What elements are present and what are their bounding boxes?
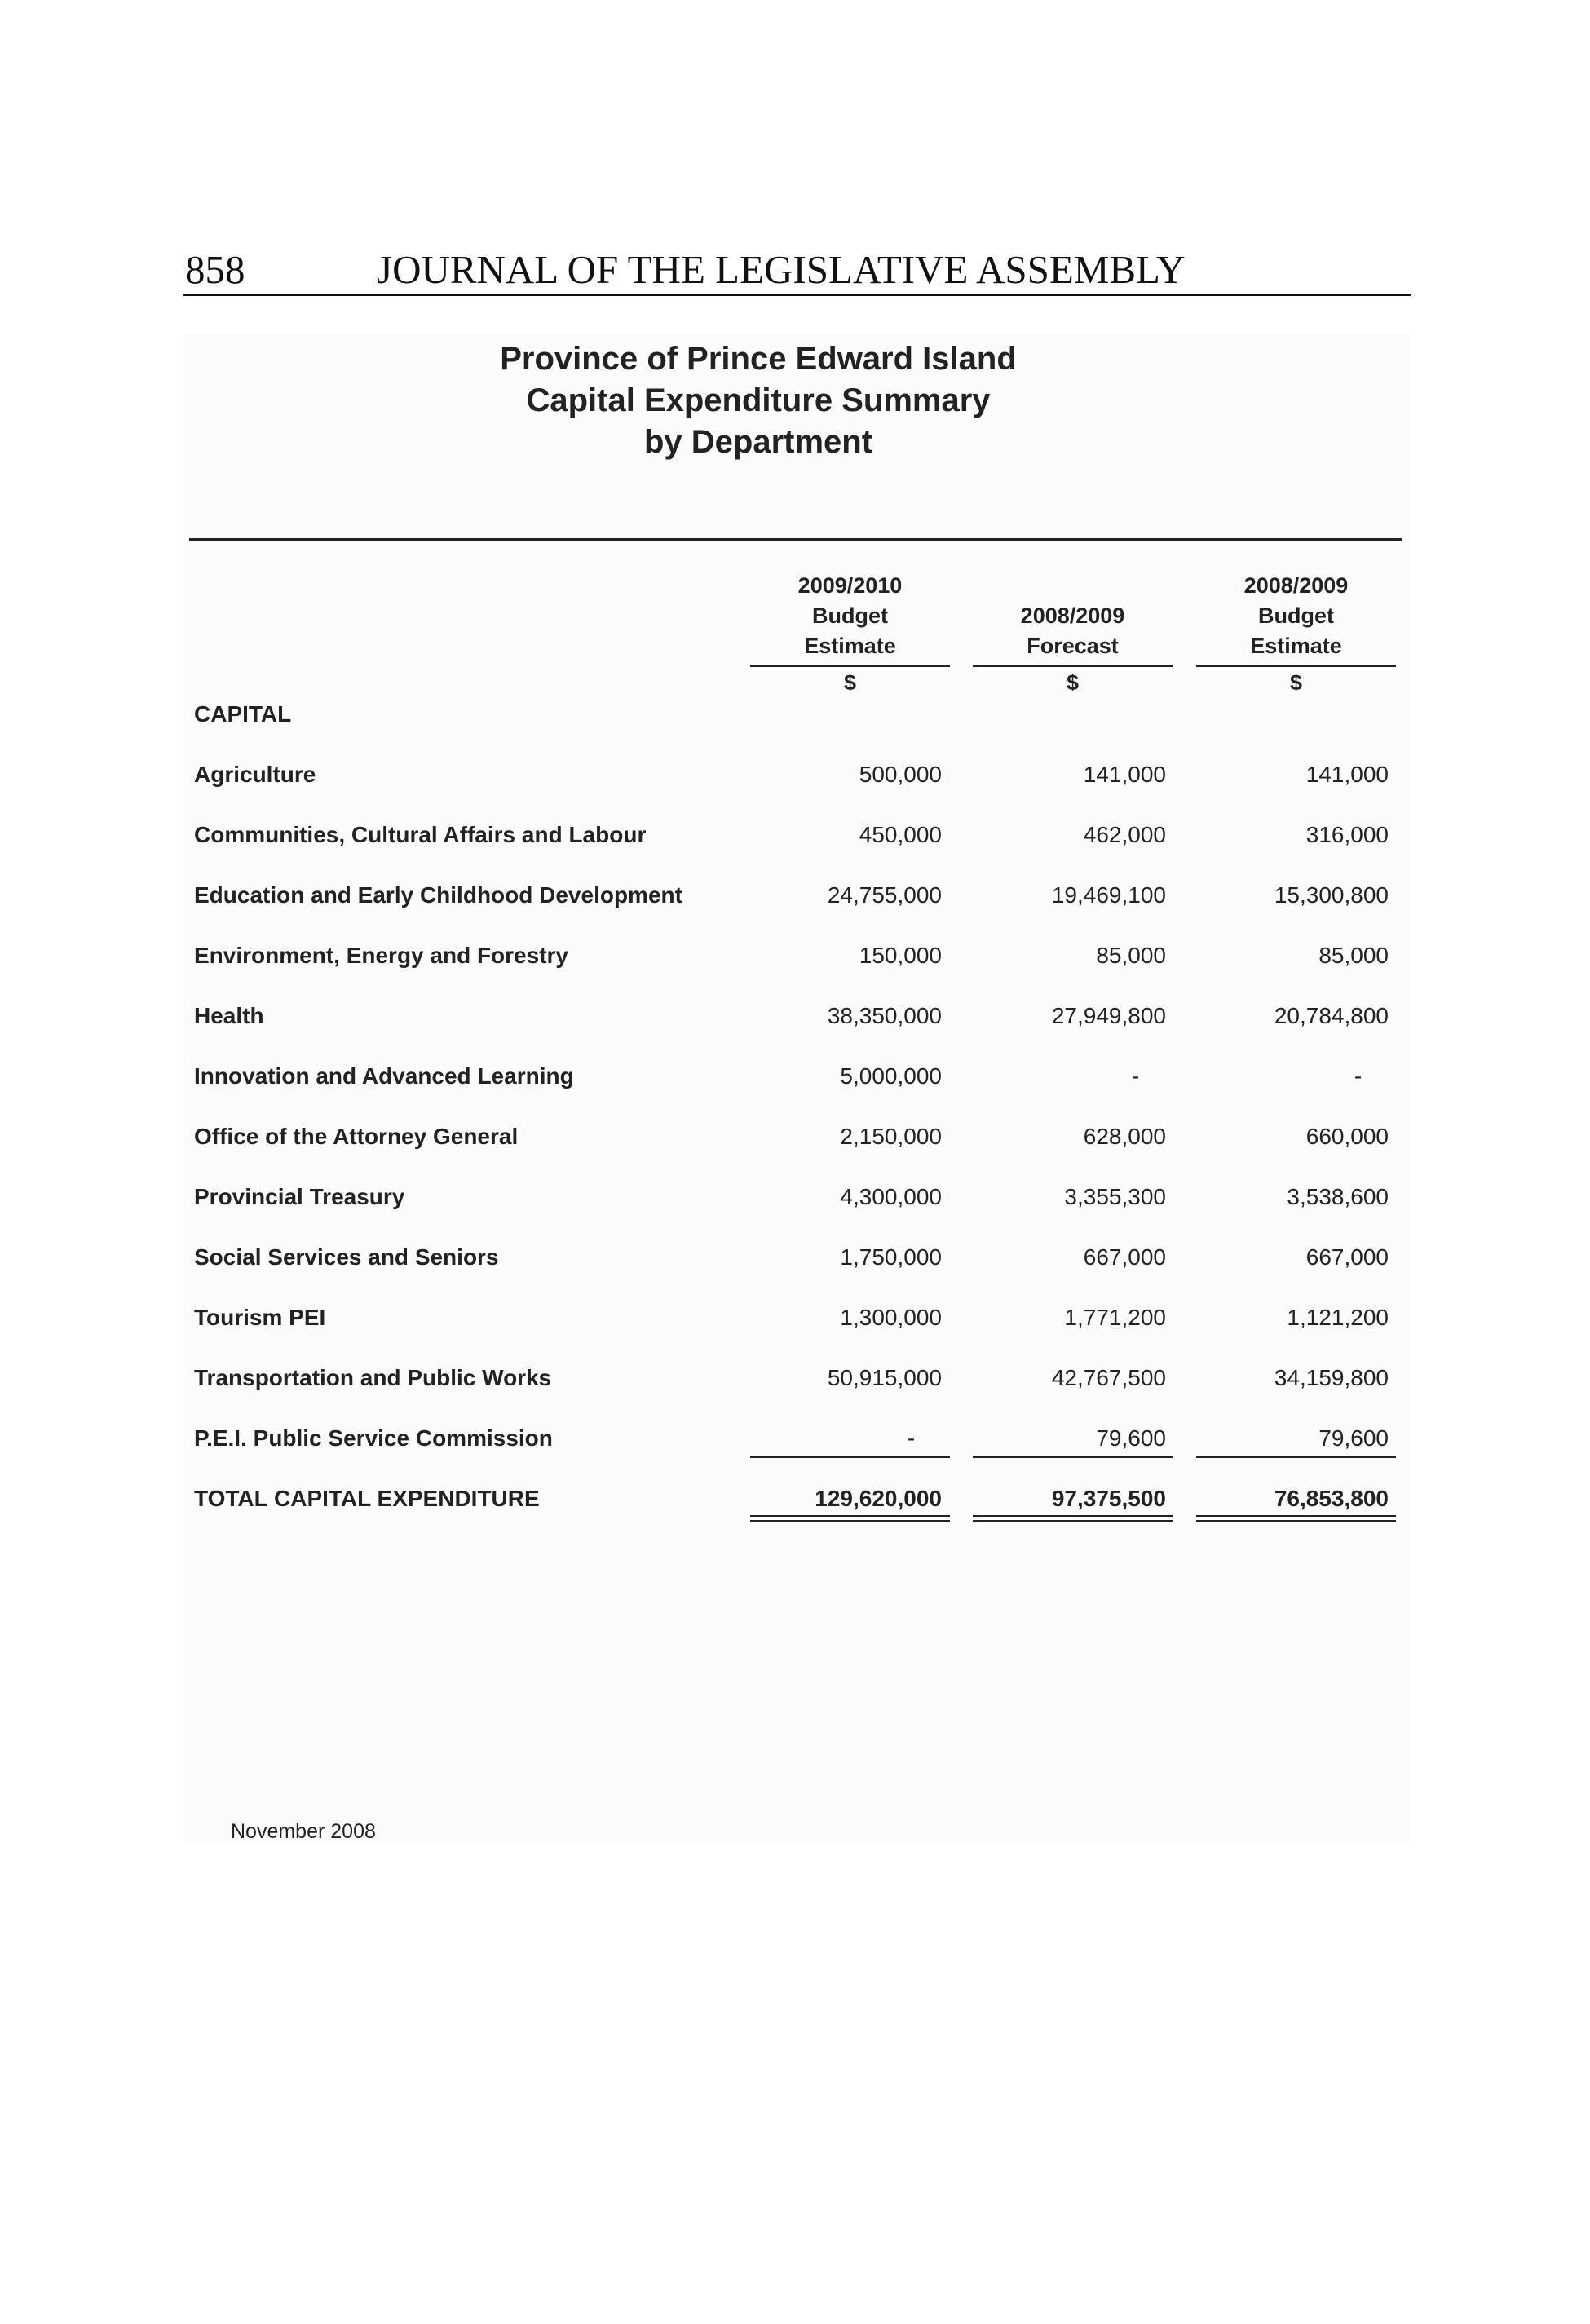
value-forecast-2008-2009: 3,355,300	[1064, 1184, 1166, 1209]
subtotal-underline	[1196, 1456, 1396, 1458]
total-forecast-2008-2009: 97,375,500	[1051, 1486, 1166, 1511]
table-row	[0, 1241, 1590, 1274]
department-name: Transportation and Public Works	[194, 1365, 552, 1390]
table-row	[0, 1301, 1590, 1334]
table-row	[0, 1362, 1590, 1394]
value-budget-2008-2009: 141,000	[1305, 762, 1389, 787]
value-budget-2009-2010: 150,000	[859, 943, 942, 968]
value-budget-2009-2010: 5,000,000	[840, 1063, 942, 1089]
table-row	[0, 819, 1590, 851]
value-budget-2009-2010: -	[907, 1425, 916, 1451]
total-double-underline	[973, 1515, 1173, 1522]
value-budget-2008-2009: 660,000	[1305, 1124, 1389, 1149]
document-title	[183, 338, 1411, 463]
value-forecast-2008-2009: 19,469,100	[1051, 882, 1166, 908]
department-name: Innovation and Advanced Learning	[194, 1063, 574, 1089]
value-budget-2009-2010: 450,000	[859, 822, 942, 847]
title-line-3: by Department	[643, 424, 873, 460]
column-underline	[1196, 665, 1396, 667]
value-budget-2008-2009: 316,000	[1305, 822, 1389, 847]
currency-label: $	[1066, 670, 1080, 695]
subtotal-underline	[973, 1456, 1173, 1458]
currency-label: $	[843, 670, 857, 695]
table-row	[0, 1060, 1590, 1093]
department-name: P.E.I. Public Service Commission	[194, 1425, 553, 1451]
value-forecast-2008-2009: 628,000	[1083, 1124, 1166, 1149]
table-row	[0, 1422, 1590, 1455]
value-budget-2009-2010: 50,915,000	[827, 1365, 942, 1390]
column-header-forecast-2008-2009: 2008/2009 Forecast $	[973, 571, 1173, 696]
table-row	[0, 879, 1590, 912]
table-row	[0, 758, 1590, 791]
value-forecast-2008-2009: 42,767,500	[1051, 1365, 1166, 1390]
table-row	[0, 1181, 1590, 1213]
value-budget-2009-2010: 24,755,000	[827, 882, 942, 908]
value-budget-2008-2009: 667,000	[1305, 1244, 1389, 1270]
header-rule	[189, 538, 1402, 541]
journal-title: JOURNAL OF THE LEGISLATIVE ASSEMBLY	[377, 247, 1186, 292]
value-budget-2008-2009: 34,159,800	[1274, 1365, 1389, 1390]
department-name: Education and Early Childhood Development	[194, 882, 682, 908]
title-line-1: Province of Prince Edward Island	[500, 341, 1017, 377]
value-forecast-2008-2009: 141,000	[1083, 762, 1166, 787]
page-number: 858	[185, 247, 245, 292]
currency-label: $	[1289, 670, 1303, 695]
value-forecast-2008-2009: 1,771,200	[1064, 1305, 1166, 1330]
department-name: Social Services and Seniors	[194, 1244, 499, 1270]
value-forecast-2008-2009: 667,000	[1083, 1244, 1166, 1270]
value-budget-2008-2009: -	[1354, 1063, 1363, 1089]
journal-header	[183, 241, 1411, 296]
column-underline	[750, 665, 950, 667]
footer-date: November 2008	[231, 1820, 376, 1843]
table-row	[0, 939, 1590, 972]
column-underline	[973, 665, 1173, 667]
value-budget-2009-2010: 38,350,000	[827, 1003, 942, 1028]
table-row	[0, 1000, 1590, 1032]
section-label: CAPITAL	[194, 701, 292, 727]
value-forecast-2008-2009: 79,600	[1096, 1425, 1166, 1451]
subtotal-underline	[750, 1456, 950, 1458]
table-row	[0, 1120, 1590, 1153]
department-name: Agriculture	[194, 762, 316, 787]
total-row	[0, 1482, 1590, 1515]
value-budget-2008-2009: 79,600	[1318, 1425, 1389, 1451]
column-header-budget-2009-2010: 2009/2010 Budget Estimate $	[750, 571, 950, 696]
column-header-budget-2008-2009: 2008/2009 Budget Estimate $	[1196, 571, 1396, 696]
department-name: Health	[194, 1003, 264, 1028]
total-budget-2009-2010: 129,620,000	[815, 1486, 942, 1511]
total-double-underline	[750, 1515, 950, 1522]
value-forecast-2008-2009: -	[1131, 1063, 1140, 1089]
department-name: Environment, Energy and Forestry	[194, 943, 568, 968]
value-budget-2009-2010: 500,000	[859, 762, 942, 787]
total-label: TOTAL CAPITAL EXPENDITURE	[194, 1486, 540, 1511]
value-forecast-2008-2009: 27,949,800	[1051, 1003, 1166, 1028]
department-name: Communities, Cultural Affairs and Labour	[194, 822, 647, 847]
value-budget-2009-2010: 1,750,000	[840, 1244, 942, 1270]
department-name: Provincial Treasury	[194, 1184, 405, 1209]
total-double-underline	[1196, 1515, 1396, 1522]
total-budget-2008-2009: 76,853,800	[1274, 1486, 1389, 1511]
value-budget-2008-2009: 1,121,200	[1287, 1305, 1389, 1330]
value-forecast-2008-2009: 85,000	[1096, 943, 1166, 968]
title-line-2: Capital Expenditure Summary	[526, 382, 991, 418]
value-budget-2009-2010: 4,300,000	[840, 1184, 942, 1209]
value-budget-2008-2009: 15,300,800	[1274, 882, 1389, 908]
value-forecast-2008-2009: 462,000	[1083, 822, 1166, 847]
value-budget-2008-2009: 85,000	[1318, 943, 1389, 968]
value-budget-2008-2009: 3,538,600	[1287, 1184, 1389, 1209]
value-budget-2009-2010: 2,150,000	[840, 1124, 942, 1149]
department-name: Office of the Attorney General	[194, 1124, 519, 1149]
value-budget-2008-2009: 20,784,800	[1274, 1003, 1389, 1028]
department-name: Tourism PEI	[194, 1305, 326, 1330]
value-budget-2009-2010: 1,300,000	[840, 1305, 942, 1330]
